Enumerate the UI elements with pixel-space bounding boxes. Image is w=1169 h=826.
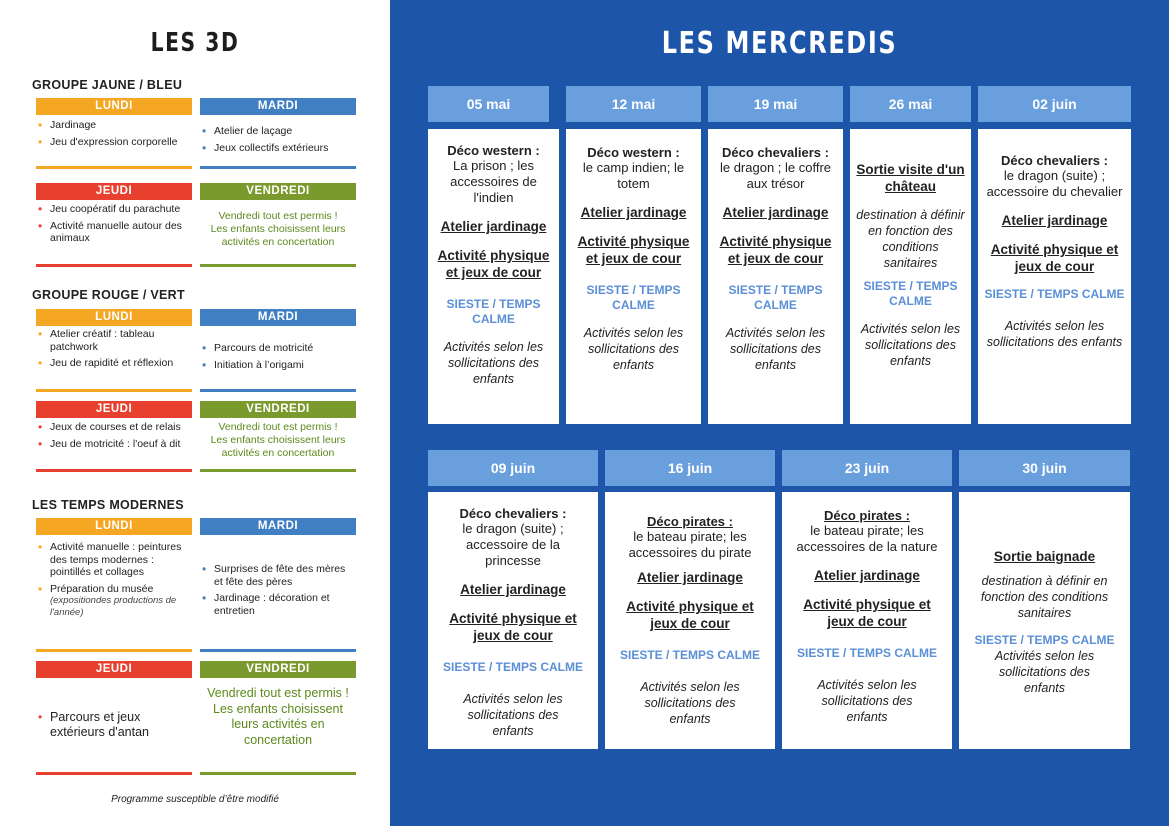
day-header-vendredi: VENDREDI <box>200 661 356 678</box>
day-header-jeudi: JEUDI <box>36 401 192 418</box>
activite-label: Activité physique et jeux de cour <box>577 234 690 266</box>
activity-card <box>566 129 701 424</box>
deco-text: le dragon (suite) ; accessoire du chevalier <box>986 168 1123 199</box>
group-title: GROUPE ROUGE / VERT <box>32 288 185 302</box>
activity-card <box>978 129 1131 424</box>
atelier-label: Atelier jardinage <box>722 205 829 220</box>
list-item: • Jeu d'expression corporelle <box>38 134 178 149</box>
day-body-lundi <box>36 541 192 652</box>
note: (expositiondes productions de l'année) <box>50 595 177 618</box>
activity-card <box>850 129 971 424</box>
sieste-label: SIESTE / TEMPS CALME <box>446 297 541 326</box>
sieste-label: SIESTE / TEMPS CALME <box>619 648 760 662</box>
day-header-lundi: LUNDI <box>36 309 192 326</box>
sortie-label: Sortie baignade <box>993 549 1096 564</box>
right-panel <box>390 0 1169 826</box>
activites-text: Activités selon les sollicitations des enfants <box>640 680 740 726</box>
deco-title: Déco chevaliers : <box>1001 153 1108 168</box>
activite-label: Activité physique et jeux de cour <box>719 234 832 266</box>
date-header: 16 juin <box>605 450 775 486</box>
list-item: • Activité manuelle : peintures des temps modernes : pointillés et collages <box>38 540 182 578</box>
day-header-lundi: LUNDI <box>36 518 192 535</box>
sieste-label: SIESTE / TEMPS CALME <box>974 633 1115 647</box>
date-header: 05 mai <box>428 86 549 122</box>
list-item: • Initiation à l’origami <box>202 357 304 372</box>
day-body-mardi <box>200 328 356 392</box>
day-body-jeudi <box>36 421 192 472</box>
activity-card <box>959 492 1130 749</box>
list-item: • Jeux de courses et de relais <box>38 420 181 434</box>
list-item: • Surprises de fête des mères et fête des pères <box>202 562 346 588</box>
date-header: 19 mai <box>708 86 843 122</box>
list-item: • Parcours et jeux extérieurs d'antan <box>38 710 149 739</box>
sieste-label: SIESTE / TEMPS CALME <box>442 660 583 674</box>
group-title: GROUPE JAUNE / BLEU <box>32 78 183 92</box>
activites-text: Activités selon les sollicitations des enfants <box>463 692 563 738</box>
day-header-jeudi: JEUDI <box>36 183 192 200</box>
list-item: • Jeu de rapidité et réflexion <box>38 356 174 370</box>
left-panel <box>0 0 390 826</box>
day-body-mardi <box>200 119 356 169</box>
day-header-lundi: LUNDI <box>36 98 192 115</box>
deco-title: Déco western : <box>587 145 680 160</box>
deco-title: Déco chevaliers : <box>722 145 829 160</box>
activity-card <box>782 492 952 749</box>
list-item: • Jeu coopératif du parachute <box>38 202 181 216</box>
activity-card <box>605 492 775 749</box>
activite-label: Activité physique et jeux de cour <box>449 611 577 643</box>
list-item: • Atelier de laçage <box>202 124 293 138</box>
activites-text: Activités selon les sollicitations des enfants <box>443 340 544 386</box>
date-header: 23 juin <box>782 450 952 486</box>
list-item: • Jardinage : décoration et entretien <box>202 591 330 617</box>
deco-text: le bateau pirate; les accessoires de la nature <box>796 523 938 554</box>
sieste-label: SIESTE / TEMPS CALME <box>863 279 958 308</box>
day-header-jeudi: JEUDI <box>36 661 192 678</box>
day-header-mardi: MARDI <box>200 518 356 535</box>
sortie-label: Sortie visite d'un château <box>856 162 965 194</box>
destination-text: destination à définir en fonction des conditions sanitaires <box>856 208 965 270</box>
activite-label: Activité physique et jeux de cour <box>990 242 1119 274</box>
deco-text: le bateau pirate; les accessoires du pirate <box>628 529 752 560</box>
atelier-label: Atelier jardinage <box>440 219 547 234</box>
day-header-vendredi: VENDREDI <box>200 401 356 418</box>
footer-note: Programme susceptible d’être modifié <box>111 794 279 805</box>
activite-label: Activité physique et jeux de cour <box>626 599 754 631</box>
day-body-jeudi <box>36 682 192 775</box>
list-item: • Activité manuelle autour des animaux <box>38 218 182 244</box>
vendredi-line1: Vendredi tout est permis ! <box>218 210 338 222</box>
day-body-vendredi <box>200 682 356 775</box>
list-item: • Préparation du musée (expositiondes productions de l'année) <box>36 583 192 620</box>
page-title-3d: LES 3D <box>150 28 240 58</box>
atelier-label: Atelier jardinage <box>814 568 920 583</box>
vendredi-line2: Les enfants choisissent leurs activités en concertation <box>210 223 346 248</box>
deco-text: La prison ; les accessoires de l'indien <box>450 158 537 205</box>
deco-text: le dragon (suite) ; accessoire de la princesse <box>462 521 564 568</box>
sieste-label: SIESTE / TEMPS CALME <box>586 283 681 312</box>
deco-title: Déco pirates : <box>824 508 910 523</box>
activites-text: Activités selon les sollicitations des enfants <box>994 649 1095 695</box>
group-title: LES TEMPS MODERNES <box>32 498 184 512</box>
day-body-jeudi <box>36 203 192 267</box>
vendredi-line2: Les enfants choisissent leurs activités en concertation <box>210 434 346 459</box>
page-title-mercredis: LES MERCREDIS <box>661 26 898 61</box>
activite-label: Activité physique et jeux de cour <box>803 597 931 629</box>
deco-title: Déco western : <box>447 143 540 158</box>
deco-title: Déco pirates : <box>647 514 733 529</box>
day-body-lundi <box>36 328 192 392</box>
deco-text: le camp indien; le totem <box>582 160 685 191</box>
atelier-label: Atelier jardinage <box>1001 213 1108 228</box>
vendredi-line2: Les enfants choisissent leurs activités en concertation <box>213 701 343 747</box>
list-item: • Jeu de motricité : l'oeuf à dit <box>38 436 181 451</box>
sieste-label: SIESTE / TEMPS CALME <box>984 287 1125 301</box>
sieste-label: SIESTE / TEMPS CALME <box>728 283 823 312</box>
activite-label: Activité physique et jeux de cour <box>437 248 550 280</box>
deco-title: Déco chevaliers : <box>459 506 567 521</box>
day-header-mardi: MARDI <box>200 98 356 115</box>
date-header: 09 juin <box>428 450 598 486</box>
day-body-vendredi <box>200 203 356 267</box>
day-body-mardi <box>200 541 356 652</box>
date-header: 12 mai <box>566 86 701 122</box>
day-body-vendredi <box>200 421 356 472</box>
atelier-label: Atelier jardinage <box>580 205 687 220</box>
vendredi-line1: Vendredi tout est permis ! <box>207 686 349 700</box>
activity-card <box>428 129 559 424</box>
atelier-label: Atelier jardinage <box>460 582 566 597</box>
day-header-mardi: MARDI <box>200 309 356 326</box>
date-header: 30 juin <box>959 450 1130 486</box>
day-header-vendredi: VENDREDI <box>200 183 356 200</box>
activites-text: Activités selon les sollicitations des enfants <box>725 326 826 372</box>
activites-text: Activités selon les sollicitations des enfants <box>986 319 1123 349</box>
activites-text: Activités selon les sollicitations des enfants <box>817 678 917 724</box>
day-body-lundi <box>36 119 192 169</box>
date-header: 02 juin <box>978 86 1131 122</box>
list-item: • Parcours de motricité <box>202 341 314 355</box>
list-item: • Atelier créatif : tableau patchwork <box>38 327 155 353</box>
destination-text: destination à définir en fonction des conditions sanitaires <box>980 574 1109 620</box>
activity-card <box>708 129 843 424</box>
activites-text: Activités selon les sollicitations des enfants <box>583 326 684 372</box>
deco-text: le dragon ; le coffre aux trésor <box>719 160 832 191</box>
atelier-label: Atelier jardinage <box>637 570 743 585</box>
activites-text: Activités selon les sollicitations des enfants <box>860 322 961 368</box>
activity-card <box>428 492 598 749</box>
list-item: • Jardinage <box>38 118 97 132</box>
date-header: 26 mai <box>850 86 971 122</box>
list-item: • Jeux collectifs extérieurs <box>202 140 329 155</box>
vendredi-line1: Vendredi tout est permis ! <box>218 421 338 433</box>
sieste-label: SIESTE / TEMPS CALME <box>796 646 937 660</box>
